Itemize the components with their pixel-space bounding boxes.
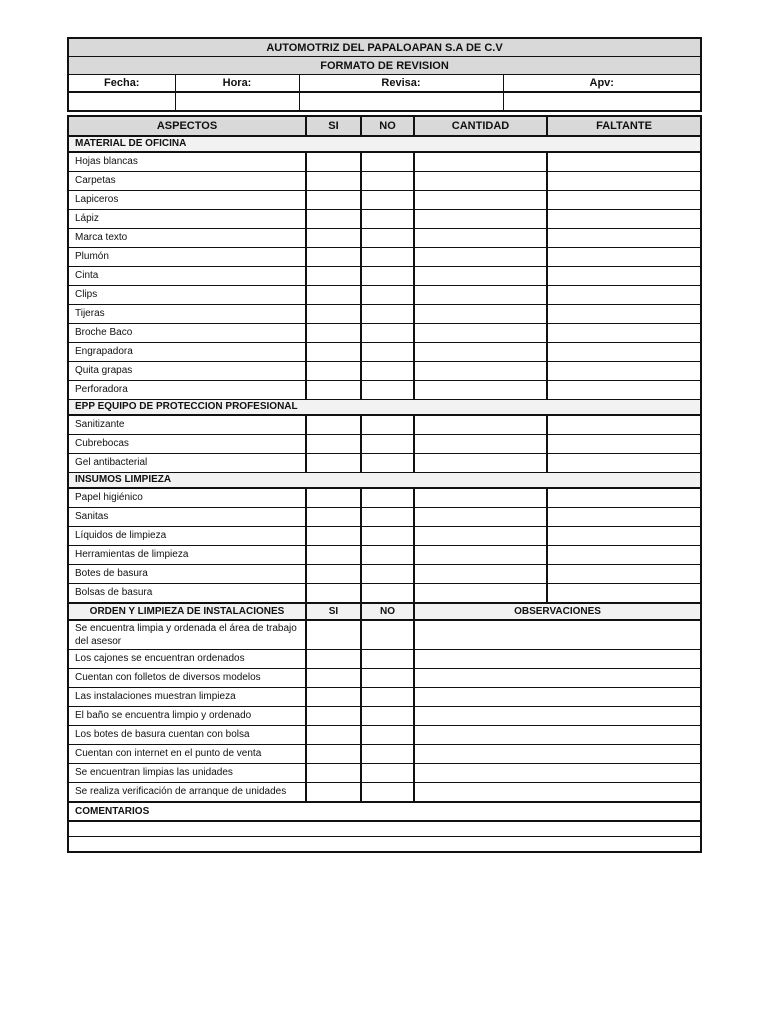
si-cell[interactable]: [306, 764, 361, 783]
aspect-label: Bolsas de basura: [68, 584, 306, 604]
faltante-cell[interactable]: [547, 454, 701, 473]
company-name: AUTOMOTRIZ DEL PAPALOAPAN S.A DE C.V: [68, 38, 701, 57]
faltante-cell[interactable]: [547, 267, 701, 286]
aspect-label: Cubrebocas: [68, 435, 306, 454]
faltante-cell[interactable]: [547, 584, 701, 604]
table-row: [68, 454, 701, 473]
orden-item-label: Las instalaciones muestran limpieza: [68, 688, 306, 707]
table-row: [68, 415, 701, 435]
observaciones-cell[interactable]: [414, 669, 701, 688]
si-cell[interactable]: [306, 435, 361, 454]
aspect-label: Tijeras: [68, 305, 306, 324]
table-row: [68, 546, 701, 565]
orden-item-label: Se encuentran limpias las unidades: [68, 764, 306, 783]
si-cell[interactable]: [306, 286, 361, 305]
no-cell[interactable]: [361, 191, 414, 210]
cantidad-cell[interactable]: [414, 305, 547, 324]
orden-col-no: NO: [361, 603, 414, 620]
cantidad-cell[interactable]: [414, 343, 547, 362]
no-cell[interactable]: [361, 488, 414, 508]
si-cell[interactable]: [306, 745, 361, 764]
fecha-field[interactable]: [68, 92, 175, 111]
faltante-cell[interactable]: [547, 415, 701, 435]
cantidad-cell[interactable]: [414, 210, 547, 229]
cantidad-cell[interactable]: [414, 565, 547, 584]
faltante-cell[interactable]: [547, 152, 701, 172]
table-row: [68, 764, 701, 783]
faltante-cell[interactable]: [547, 488, 701, 508]
table-row: [68, 527, 701, 546]
si-cell[interactable]: [306, 381, 361, 400]
aspect-label: Plumón: [68, 248, 306, 267]
table-row: [68, 305, 701, 324]
no-cell[interactable]: [361, 508, 414, 527]
cantidad-cell[interactable]: [414, 454, 547, 473]
si-cell[interactable]: [306, 620, 361, 650]
section-title: INSUMOS LIMPIEZA: [68, 473, 701, 489]
aspect-label: Carpetas: [68, 172, 306, 191]
table-row: [68, 650, 701, 669]
table-row: [68, 783, 701, 803]
table-row: [68, 688, 701, 707]
aspect-label: Papel higiénico: [68, 488, 306, 508]
orden-title: ORDEN Y LIMPIEZA DE INSTALACIONES: [68, 603, 306, 620]
no-cell[interactable]: [361, 726, 414, 745]
si-cell[interactable]: [306, 726, 361, 745]
revision-form: [67, 37, 700, 853]
si-cell[interactable]: [306, 172, 361, 191]
comments-header-row: [68, 802, 701, 821]
observaciones-cell[interactable]: [414, 650, 701, 669]
apv-field[interactable]: [503, 92, 701, 111]
cantidad-cell[interactable]: [414, 229, 547, 248]
faltante-cell[interactable]: [547, 324, 701, 343]
si-cell[interactable]: [306, 650, 361, 669]
table-row: [68, 381, 701, 400]
no-cell[interactable]: [361, 381, 414, 400]
aspect-label: Engrapadora: [68, 343, 306, 362]
aspect-label: Sanitizante: [68, 415, 306, 435]
fecha-label: Fecha:: [68, 75, 175, 93]
faltante-cell[interactable]: [547, 546, 701, 565]
orden-header-row: [68, 603, 701, 620]
hora-label: Hora:: [175, 75, 299, 93]
si-cell[interactable]: [306, 783, 361, 803]
observaciones-cell[interactable]: [414, 620, 701, 650]
si-cell[interactable]: [306, 527, 361, 546]
no-cell[interactable]: [361, 152, 414, 172]
faltante-cell[interactable]: [547, 305, 701, 324]
si-cell[interactable]: [306, 707, 361, 726]
faltante-cell[interactable]: [547, 508, 701, 527]
table-row: [68, 362, 701, 381]
cantidad-cell[interactable]: [414, 546, 547, 565]
aspect-label: Perforadora: [68, 381, 306, 400]
si-cell[interactable]: [306, 152, 361, 172]
comments-line: [68, 821, 701, 837]
no-cell[interactable]: [361, 745, 414, 764]
orden-item-label: Los botes de basura cuentan con bolsa: [68, 726, 306, 745]
faltante-cell[interactable]: [547, 210, 701, 229]
aspect-label: Herramientas de limpieza: [68, 546, 306, 565]
cantidad-cell[interactable]: [414, 362, 547, 381]
no-cell[interactable]: [361, 172, 414, 191]
faltante-cell[interactable]: [547, 191, 701, 210]
orden-item-label: Los cajones se encuentran ordenados: [68, 650, 306, 669]
table-row: [68, 669, 701, 688]
si-cell[interactable]: [306, 565, 361, 584]
aspect-label: Botes de basura: [68, 565, 306, 584]
no-cell[interactable]: [361, 286, 414, 305]
cantidad-cell[interactable]: [414, 415, 547, 435]
orden-col-observaciones: OBSERVACIONES: [414, 603, 701, 620]
no-cell[interactable]: [361, 454, 414, 473]
si-cell[interactable]: [306, 210, 361, 229]
orden-item-label: Se realiza verificación de arranque de unidades: [68, 783, 306, 803]
faltante-cell[interactable]: [547, 565, 701, 584]
cantidad-cell[interactable]: [414, 172, 547, 191]
no-cell[interactable]: [361, 229, 414, 248]
no-cell[interactable]: [361, 415, 414, 435]
cantidad-cell[interactable]: [414, 267, 547, 286]
table-row: [68, 620, 701, 650]
si-cell[interactable]: [306, 324, 361, 343]
orden-item-label: Cuentan con folletos de diversos modelos: [68, 669, 306, 688]
table-row: [68, 229, 701, 248]
no-cell[interactable]: [361, 764, 414, 783]
revisa-label: Revisa:: [299, 75, 503, 93]
no-cell[interactable]: [361, 669, 414, 688]
aspect-label: Líquidos de limpieza: [68, 527, 306, 546]
section-header: [68, 473, 701, 489]
no-cell[interactable]: [361, 707, 414, 726]
table-row: [68, 248, 701, 267]
faltante-cell[interactable]: [547, 229, 701, 248]
aspect-label: Gel antibacterial: [68, 454, 306, 473]
no-cell[interactable]: [361, 324, 414, 343]
comments-line: [68, 837, 701, 853]
faltante-cell[interactable]: [547, 435, 701, 454]
faltante-cell[interactable]: [547, 343, 701, 362]
faltante-cell[interactable]: [547, 362, 701, 381]
table-row: [68, 324, 701, 343]
table-row: [68, 488, 701, 508]
col-si: SI: [306, 116, 361, 136]
aspect-label: Cinta: [68, 267, 306, 286]
col-cantidad: CANTIDAD: [414, 116, 547, 136]
hora-field[interactable]: [175, 92, 299, 111]
aspect-label: Quita grapas: [68, 362, 306, 381]
no-cell[interactable]: [361, 783, 414, 803]
faltante-cell[interactable]: [547, 527, 701, 546]
no-cell[interactable]: [361, 210, 414, 229]
si-cell[interactable]: [306, 688, 361, 707]
faltante-cell[interactable]: [547, 172, 701, 191]
no-cell[interactable]: [361, 248, 414, 267]
observaciones-cell[interactable]: [414, 726, 701, 745]
table-row: [68, 707, 701, 726]
col-no: NO: [361, 116, 414, 136]
si-cell[interactable]: [306, 584, 361, 604]
cantidad-cell[interactable]: [414, 488, 547, 508]
cantidad-cell[interactable]: [414, 584, 547, 604]
no-cell[interactable]: [361, 362, 414, 381]
section-title: MATERIAL DE OFICINA: [68, 136, 701, 152]
no-cell[interactable]: [361, 620, 414, 650]
no-cell[interactable]: [361, 343, 414, 362]
comments-field[interactable]: [68, 837, 701, 853]
aspect-label: Lápiz: [68, 210, 306, 229]
table-row: [68, 286, 701, 305]
aspect-label: Broche Baco: [68, 324, 306, 343]
no-cell[interactable]: [361, 688, 414, 707]
si-cell[interactable]: [306, 362, 361, 381]
cantidad-cell[interactable]: [414, 527, 547, 546]
aspect-label: Clips: [68, 286, 306, 305]
table-row: [68, 267, 701, 286]
no-cell[interactable]: [361, 435, 414, 454]
orden-item-label: Cuentan con internet en el punto de venta: [68, 745, 306, 764]
si-cell[interactable]: [306, 191, 361, 210]
table-row: [68, 191, 701, 210]
observaciones-cell[interactable]: [414, 688, 701, 707]
col-aspectos: ASPECTOS: [68, 116, 306, 136]
column-header-row: [68, 116, 701, 136]
si-cell[interactable]: [306, 669, 361, 688]
table-row: [68, 508, 701, 527]
si-cell[interactable]: [306, 305, 361, 324]
cantidad-cell[interactable]: [414, 248, 547, 267]
cantidad-cell[interactable]: [414, 152, 547, 172]
revisa-field[interactable]: [299, 92, 503, 111]
col-faltante: FALTANTE: [547, 116, 701, 136]
table-row: [68, 745, 701, 764]
si-cell[interactable]: [306, 248, 361, 267]
faltante-cell[interactable]: [547, 381, 701, 400]
si-cell[interactable]: [306, 415, 361, 435]
form-title: FORMATO DE REVISION: [68, 57, 701, 75]
aspect-label: Marca texto: [68, 229, 306, 248]
faltante-cell[interactable]: [547, 248, 701, 267]
table-row: [68, 584, 701, 604]
si-cell[interactable]: [306, 508, 361, 527]
no-cell[interactable]: [361, 584, 414, 604]
cantidad-cell[interactable]: [414, 286, 547, 305]
aspect-label: Lapiceros: [68, 191, 306, 210]
table-row: [68, 565, 701, 584]
cantidad-cell[interactable]: [414, 381, 547, 400]
si-cell[interactable]: [306, 546, 361, 565]
observaciones-cell[interactable]: [414, 745, 701, 764]
inspection-table: [67, 115, 702, 853]
aspect-label: Hojas blancas: [68, 152, 306, 172]
cantidad-cell[interactable]: [414, 435, 547, 454]
section-header: [68, 400, 701, 416]
no-cell[interactable]: [361, 527, 414, 546]
cantidad-cell[interactable]: [414, 508, 547, 527]
table-row: [68, 435, 701, 454]
no-cell[interactable]: [361, 546, 414, 565]
comments-label: COMENTARIOS: [68, 802, 701, 821]
si-cell[interactable]: [306, 454, 361, 473]
si-cell[interactable]: [306, 229, 361, 248]
no-cell[interactable]: [361, 267, 414, 286]
comments-field[interactable]: [68, 821, 701, 837]
orden-item-label: El baño se encuentra limpio y ordenado: [68, 707, 306, 726]
section-title: EPP EQUIPO DE PROTECCION PROFESIONAL: [68, 400, 701, 416]
aspect-label: Sanitas: [68, 508, 306, 527]
no-cell[interactable]: [361, 565, 414, 584]
observaciones-cell[interactable]: [414, 764, 701, 783]
observaciones-cell[interactable]: [414, 783, 701, 803]
observaciones-cell[interactable]: [414, 707, 701, 726]
table-row: [68, 210, 701, 229]
table-row: [68, 152, 701, 172]
table-row: [68, 343, 701, 362]
table-row: [68, 172, 701, 191]
no-cell[interactable]: [361, 305, 414, 324]
section-header: [68, 136, 701, 152]
faltante-cell[interactable]: [547, 286, 701, 305]
si-cell[interactable]: [306, 488, 361, 508]
no-cell[interactable]: [361, 650, 414, 669]
orden-col-si: SI: [306, 603, 361, 620]
si-cell[interactable]: [306, 343, 361, 362]
form-header: [67, 37, 702, 112]
table-row: [68, 726, 701, 745]
orden-item-label: Se encuentra limpia y ordenada el área de trabajo del asesor: [68, 620, 306, 650]
cantidad-cell[interactable]: [414, 324, 547, 343]
si-cell[interactable]: [306, 267, 361, 286]
cantidad-cell[interactable]: [414, 191, 547, 210]
apv-label: Apv:: [503, 75, 701, 93]
